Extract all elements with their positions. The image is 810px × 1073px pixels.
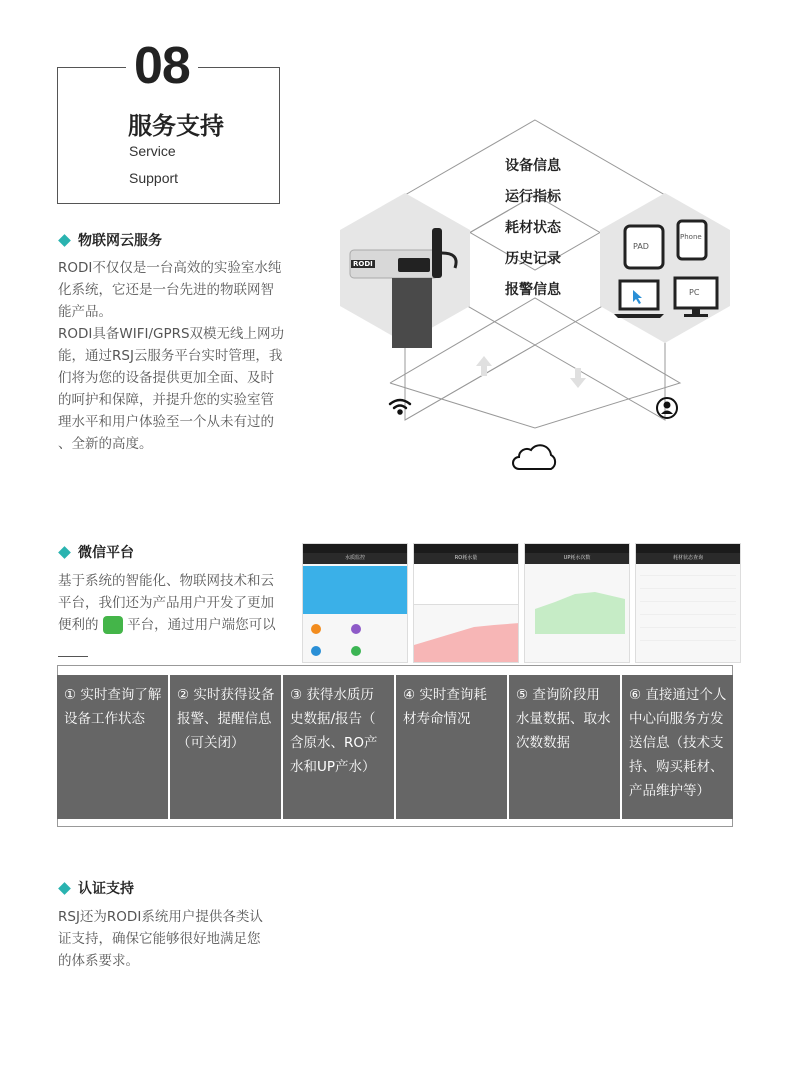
iot-paragraph (58, 257, 298, 455)
feature-line: 报警、提醒信息 (177, 711, 272, 727)
wechat-paragraph (58, 570, 298, 636)
feature-card (283, 675, 394, 819)
phone-title: 耗材状态查询 (636, 553, 740, 564)
wechat-line-part: 便利的 (58, 617, 99, 633)
feature-line: ① 实时查询了解 (64, 687, 162, 703)
iot-heading (60, 230, 162, 250)
iot-line: 理水平和用户体验至一个从未有过的 (58, 414, 274, 430)
iot-diagram (330, 118, 740, 478)
wechat-heading (60, 542, 134, 562)
feature-line: 中心向服务方发 (629, 711, 724, 727)
diagram-label: 历史记录 (505, 251, 561, 267)
iot-heading-text: 物联网云服务 (78, 233, 162, 249)
wechat-line-part: 平台，通过用户端您可以 (127, 617, 276, 633)
phone-screen-3 (524, 543, 630, 663)
wechat-line: 基于系统的智能化、物联网技术和云 (58, 573, 274, 589)
section-number: 08 (126, 36, 198, 96)
cloud-icon (513, 445, 555, 469)
feature-line: （可关闭） (177, 735, 245, 751)
section-subtitle-1: Service (129, 143, 176, 159)
feature-line: 含原水、RO产 (290, 735, 378, 751)
phone-title: UP耗水次数 (525, 553, 629, 564)
phone-title: RO耗水量 (414, 553, 518, 564)
phone-chart-2 (414, 605, 519, 663)
feature-line: 水和UP产水） (290, 759, 376, 775)
phone-label: Phone (680, 233, 702, 241)
feature-line: ② 实时获得设备 (177, 687, 275, 703)
iot-line: 能，通过RSJ云服务平台实时管理，我 (58, 348, 283, 364)
feature-card (396, 675, 507, 819)
device-brand: RODI (353, 260, 373, 268)
user-icon (657, 398, 677, 418)
feature-line: 持、购买耗材、 (629, 759, 724, 775)
cert-line: 的体系要求。 (58, 953, 139, 969)
diamond-bullet-icon (58, 546, 71, 559)
wechat-icon (103, 616, 123, 634)
diagram-label: 报警信息 (505, 282, 561, 298)
diagram-label: 设备信息 (505, 158, 561, 174)
iot-line: 们将为您的设备提供更加全面、及时 (58, 370, 274, 386)
divider (58, 656, 88, 657)
phone-screen-1 (302, 543, 408, 663)
feature-line: 送信息（技术支 (629, 735, 724, 751)
feature-line: ④ 实时查询耗 (403, 687, 487, 703)
diagram-label: 耗材状态 (505, 220, 561, 236)
feature-card (170, 675, 281, 819)
feature-line: 产品维护等） (629, 783, 710, 799)
cert-paragraph (58, 906, 298, 972)
cert-line: RSJ还为RODI系统用户提供各类认 (58, 909, 263, 925)
phone-screen-2 (413, 543, 519, 663)
wechat-heading-text: 微信平台 (78, 545, 134, 561)
diamond-bullet-icon (58, 882, 71, 895)
wechat-line-3 (58, 614, 298, 636)
phone-title: 水质监控 (303, 553, 407, 564)
feature-line: ⑥ 直接通过个人 (629, 687, 727, 703)
feature-line: ③ 获得水质历 (290, 687, 374, 703)
cert-heading-text: 认证支持 (78, 881, 134, 897)
feature-line: 设备工作状态 (64, 711, 145, 727)
feature-card (57, 675, 168, 819)
section-subtitle-2: Support (129, 170, 179, 186)
section-title: 服务支持 (128, 112, 224, 140)
feature-line: 水量数据、取水 (516, 711, 611, 727)
feature-card (509, 675, 620, 819)
feature-line: 史数据/报告（ (290, 711, 376, 727)
feature-card (622, 675, 733, 819)
wifi-icon (390, 400, 410, 414)
iot-line: RODI具备WIFI/GPRS双模无线上网功 (58, 326, 285, 342)
feature-line: 次数数据 (516, 735, 570, 751)
iot-line: 能产品。 (58, 304, 112, 320)
phone-screen-4 (635, 543, 741, 663)
iot-line: RODI不仅仅是一台高效的实验室水纯 (58, 260, 282, 276)
iot-line: 、全新的高度。 (58, 436, 153, 452)
pc-label: PC (689, 288, 700, 297)
phone-chart-3 (525, 564, 630, 644)
iot-line: 化系统，它还是一台先进的物联网智 (58, 282, 274, 298)
feature-line: ⑤ 查询阶段用 (516, 687, 600, 703)
right-hexagon (600, 193, 730, 343)
pad-label: PAD (633, 242, 649, 251)
cert-heading (60, 878, 134, 898)
feature-line: 材寿命情况 (403, 711, 471, 727)
cert-line: 证支持，确保它能够很好地满足您 (58, 931, 261, 947)
diagram-label: 运行指标 (505, 189, 561, 205)
diamond-bullet-icon (58, 234, 71, 247)
wechat-line: 平台，我们还为产品用户开发了更加 (58, 595, 274, 611)
iot-line: 的呵护和保障，并提升您的实验室管 (58, 392, 274, 408)
